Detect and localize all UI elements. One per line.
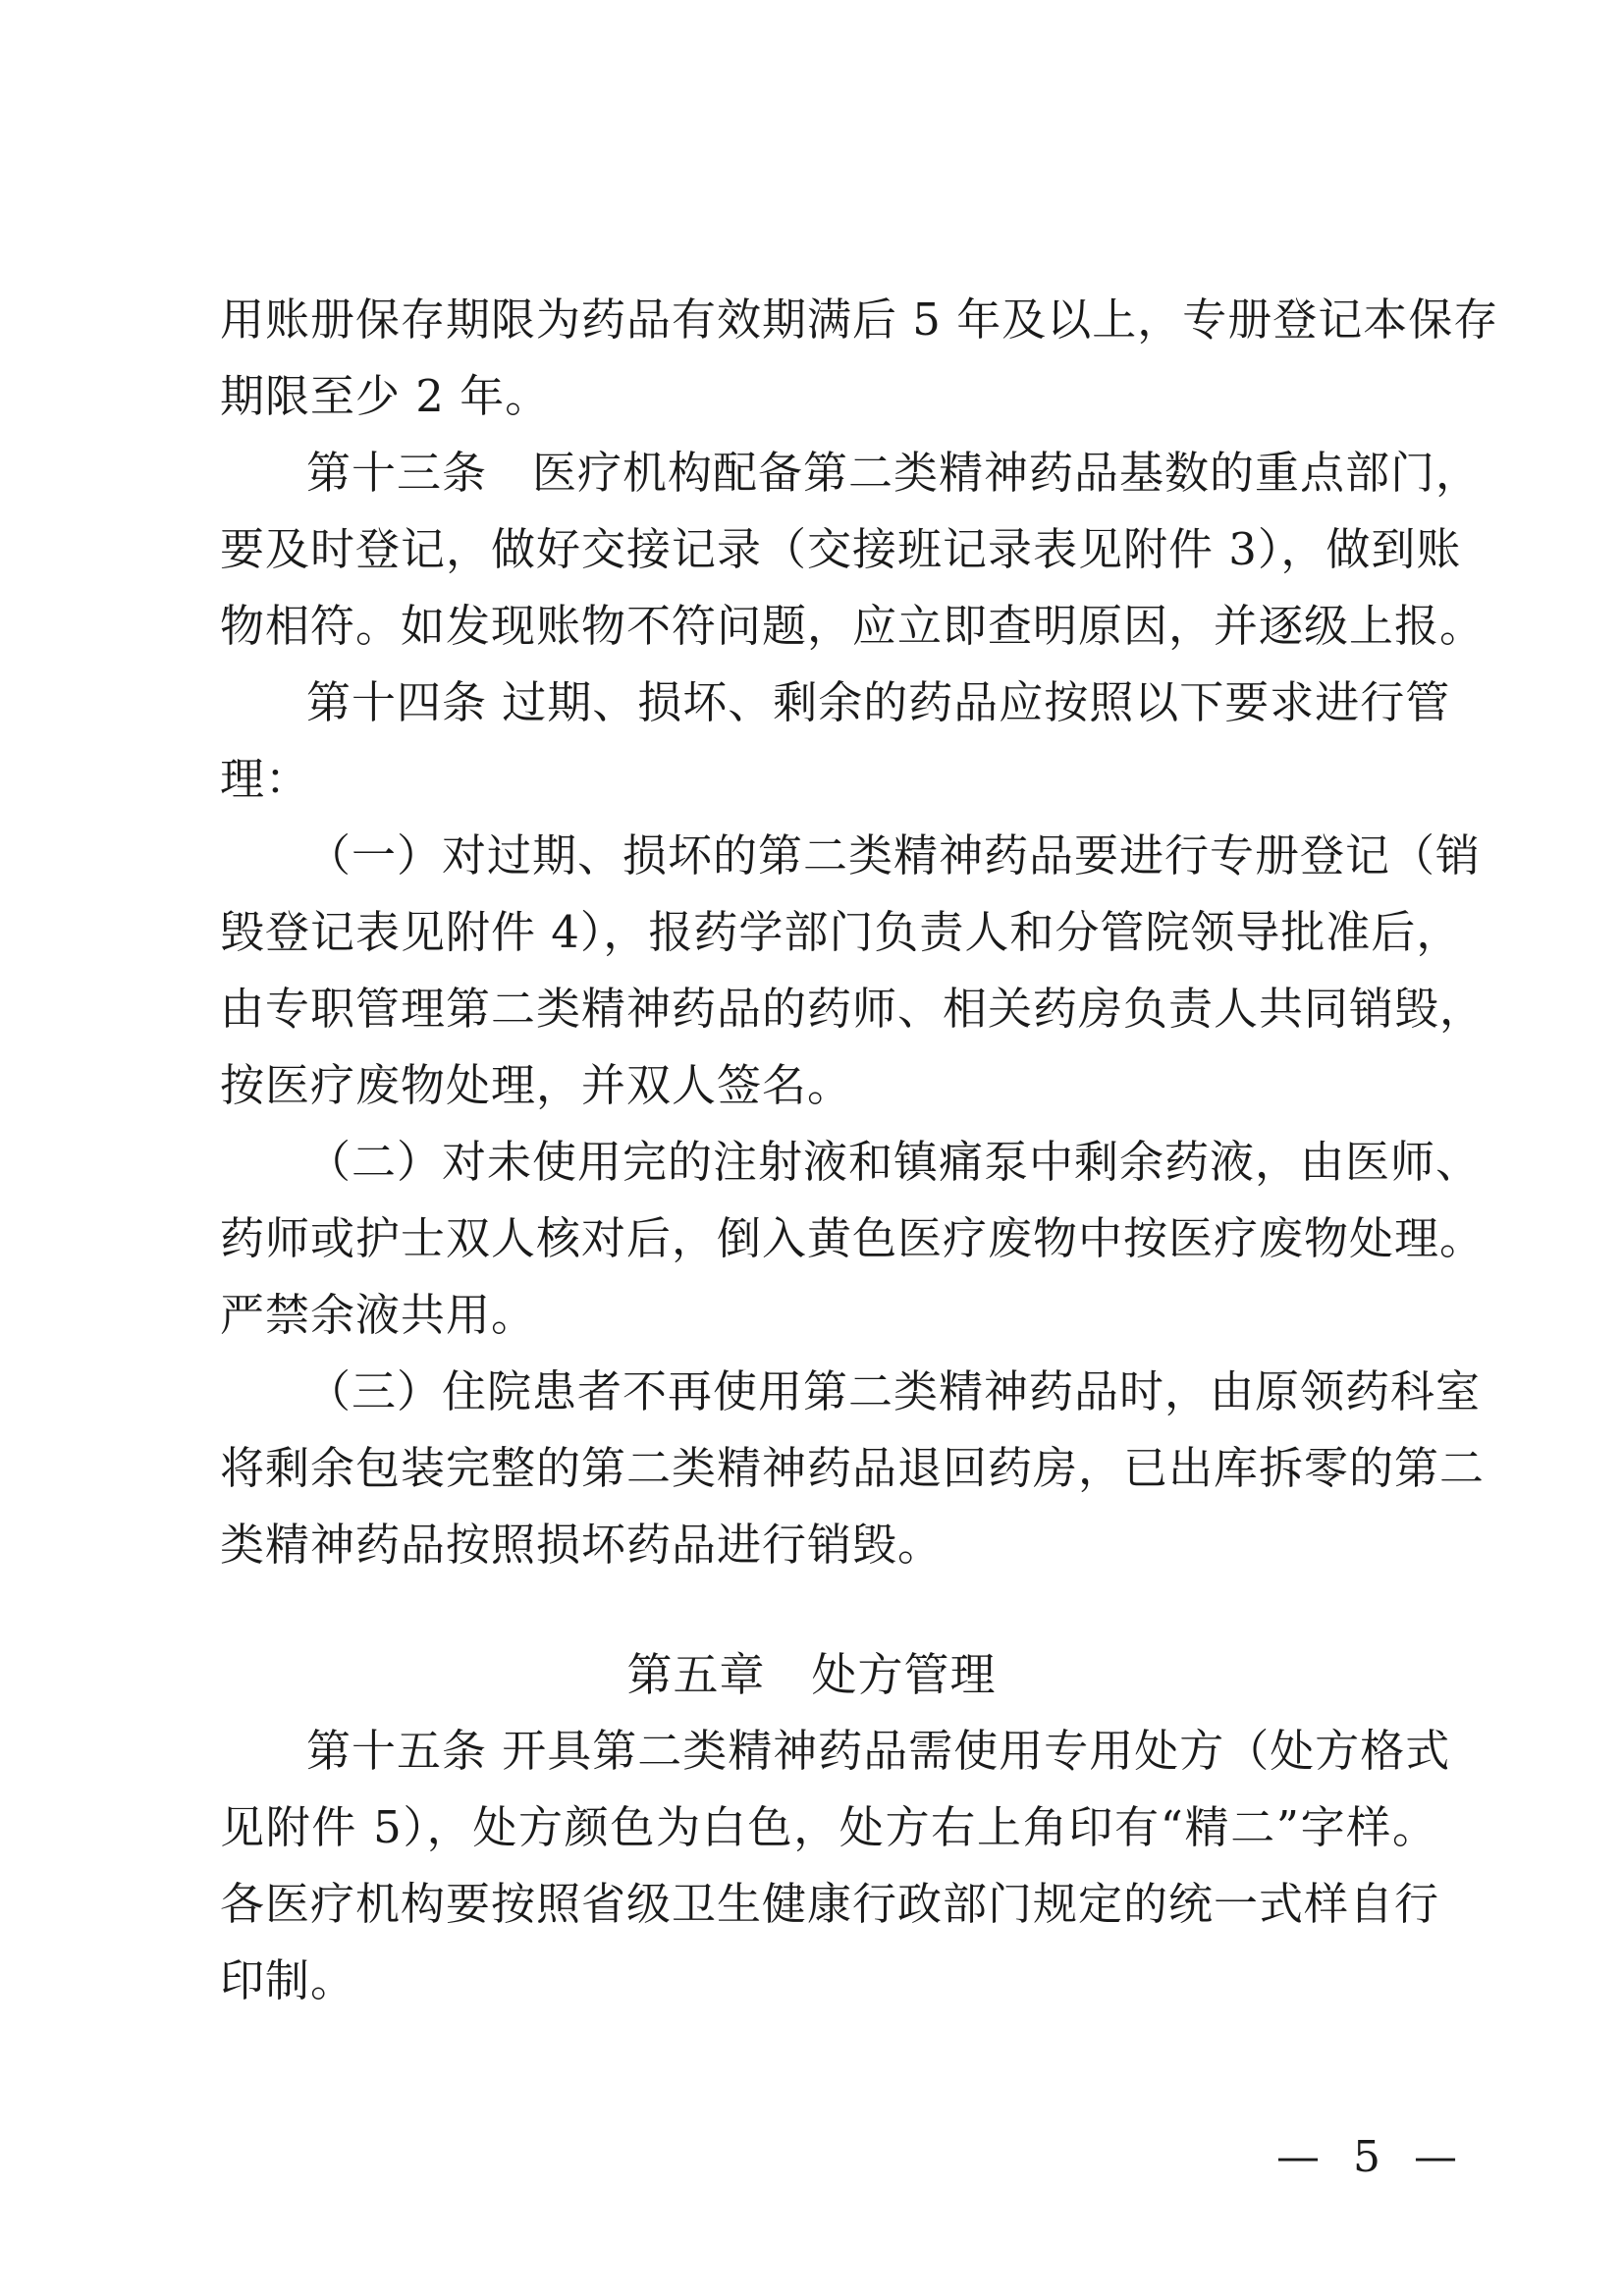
article-15-line-2: 见附件 5），处方颜色为白色，处方右上角印有“精二”字样。 — [220, 1801, 1437, 1853]
item-1-line-2: 毁登记表见附件 4），报药学部门负责人和分管院领导批准后， — [220, 906, 1462, 958]
text-line-1: 用账册保存期限为药品有效期满后 5 年及以上，专册登记本保存 — [220, 294, 1499, 346]
article-13-line-2: 要及时登记，做好交接记录（交接班记录表见附件 3），做到账 — [220, 523, 1462, 575]
item-2-line-2: 药师或护士双人核对后，倒入黄色医疗废物中按医疗废物处理。 — [220, 1212, 1486, 1264]
article-14-line-1: 第十四条 过期、损坏、剩余的药品应按照以下要求进行管 — [306, 676, 1451, 728]
page-number: — 5 — — [1276, 2132, 1467, 2182]
article-15-line-1: 第十五条 开具第二类精神药品需使用专用处方（处方格式 — [306, 1725, 1451, 1777]
article-15-line-3: 各医疗机构要按照省级卫生健康行政部门规定的统一式样自行 — [220, 1878, 1440, 1930]
article-15-line-4: 印制。 — [220, 1954, 356, 2006]
item-3-line-2: 将剩余包装完整的第二类精神药品退回药房，已出库拆零的第二 — [220, 1442, 1486, 1494]
item-3-line-1: （三）住院患者不再使用第二类精神药品时，由原领药科室 — [306, 1365, 1482, 1417]
chapter-heading: 第五章 处方管理 — [626, 1648, 997, 1701]
item-2-line-3: 严禁余液共用。 — [220, 1289, 537, 1341]
item-2-line-1: （二）对未使用完的注射液和镇痛泵中剩余药液，由医师、 — [306, 1136, 1482, 1188]
item-1-line-1: （一）对过期、损坏的第二类精神药品要进行专册登记（销 — [306, 829, 1482, 881]
article-13-line-1: 第十三条 医疗机构配备第二类精神药品基数的重点部门， — [306, 447, 1482, 499]
article-13-line-3: 物相符。如发现账物不符问题，应立即查明原因，并逐级上报。 — [220, 600, 1486, 652]
item-3-line-3: 类精神药品按照损坏药品进行销毁。 — [220, 1519, 944, 1571]
text-line-2: 期限至少 2 年。 — [220, 370, 551, 422]
article-14-line-2: 理： — [220, 753, 311, 805]
item-1-line-4: 按医疗废物处理，并双人签名。 — [220, 1059, 853, 1111]
item-1-line-3: 由专职管理第二类精神药品的药师、相关药房负责人共同销毁， — [220, 983, 1486, 1035]
